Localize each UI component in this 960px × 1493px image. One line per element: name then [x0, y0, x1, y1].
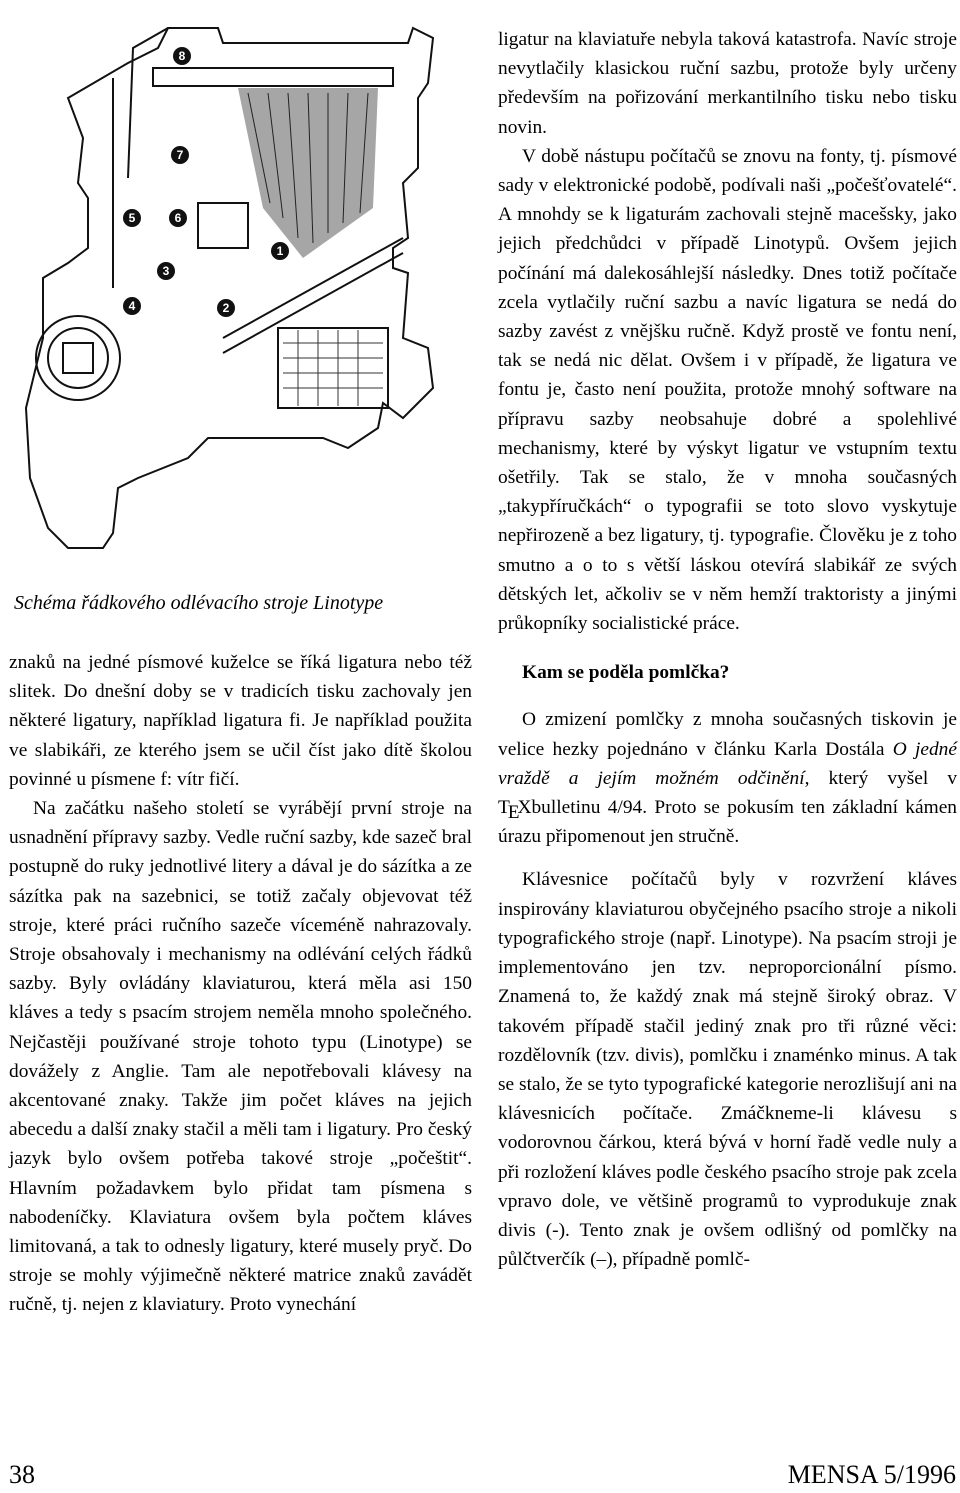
- callout-5: 5: [128, 211, 136, 225]
- section-heading: Kam se poděla pomlčka?: [522, 662, 730, 684]
- callout-7: 7: [176, 148, 184, 162]
- publication-issue: MENSA 5/1996: [787, 1460, 956, 1489]
- left-paragraph-1: znaků na jedné písmové kuželce se říká ligatura nebo též slitek. Do dnešní doby se v tradicích tisku zachovaly jen některé ligatury, například ligatura fi. Je například použita ve slabikáři, ze kterého jsem se učil číst jako dítě školou povinné u písmene f: vítr fičí.: [9, 652, 472, 790]
- right-paragraph-4: Klávesnice počítačů byly v rozvržení kláves inspirovány klaviaturou obyčejného psacího stroje a nikoli typografického stroje (např. Linotype). Na psacím stroji je implementováno jen tzv. neproporcionální písmo. Znamená to, že každý znak má stejně široký obraz. V takovém případě stačil jediný znak pro tři různé věci: rozdělovník (tzv. divis), pomlčku i znaménko minus. A tak se stalo, že se tyto typografické kategorie nerozlišují ani na klávesnicích počítače. Zmáčkneme-li klávesu s vodorovnou čárkou, která bývá v horní řadě vedle nuly a při rozložení kláves podle českého psacího stroje pak zcela vpravo dole, ve většině programů to vyprodukuje znak divis (-). Tento znak je ovšem odlišný od pomlčky na půlčtverčík (–), případně pomlč-: [498, 869, 957, 1271]
- tex-logo: [498, 797, 532, 824]
- tex-logo-x: X: [517, 797, 532, 819]
- right-paragraph-3: [498, 705, 957, 851]
- page-number: 38: [9, 1460, 35, 1489]
- p3-text-b: , který vyšel v: [804, 767, 958, 789]
- right-paragraph-2: V době nástupu počítačů se znovu na fonty, tj. písmové sady v elektronické podobě, podívali naši „počešťovatelé“. A mnohdy se k ligaturám zachovali stejně macešsky, jako jejich předchůdci v případě Linotypů. Ovšem jejich počínání má dalekosáhlejší následky. Dnes totiž počítače zcela vytlačily ruční sazbu a navíc ligatura se nedá do sazby zavést z vnějšku ručně. Když prostě ve fontu není, tak se nedá nic dělat. Ovšem i v případě, že ligatura ve fontu je, často není použita, protože mnohý software na přípravu sazby neobsahuje dobré a spolehlivé mechanismy, které by výskyt ligatur ve vstupním textu ošetřily. Tak se stalo, že v mnoha současných „takypříručkách“ o typografii se toto slovo vyskytuje nepřirozeně a bez ligatury, tj. typografie. Člověku je z toho smutno a o to s větší láskou otevírá slabikář ze svých dětských let, ačkoliv se v něm hemží traktoristy a jinými průkopníky socialistické práce.: [498, 145, 957, 635]
- p3-text-c: bulletinu 4/94. Proto se pokusím ten základní kámen úrazu připomenout jen stručně.: [498, 797, 957, 848]
- callout-2: 2: [222, 301, 230, 315]
- linotype-diagram: [8, 8, 478, 583]
- figure-caption: Schéma řádkového odlévacího stroje Linotype: [14, 592, 384, 614]
- cited-article-title: O jedné vraždě a jejím možném odčinění: [498, 738, 957, 789]
- callout-8: 8: [178, 49, 186, 63]
- callout-1: 1: [276, 244, 284, 258]
- p3-text-a: O zmizení pomlčky z mnoha současných tiskovin je velice hezky pojednáno v článku Karla Dostála: [498, 709, 957, 760]
- left-paragraph-2: Na začátku našeho století se vyrábějí první stroje na usnadnění přípravy sazby. Vedle ruční sazby, kde sazeč bral postupně do ruky jednotlivé litery a dával je do sázítka a ze sázítka pak na sazebnici, se totiž začaly objevovat též stroje, které práci ručního sazeče víceméně nahrazovaly. Stroje obsahovaly i mechanismy na odlévání celých řádků sazby. Byly ovládány klaviaturou, která měla asi 150 kláves a tedy s psacím strojem neměla mnoho společného. Nejčastěji používané stroje tohoto typu (Linotype) se dovážely z Anglie. Tam ale nepotřebovali klávesy na akcentované znaky. Takže jim počet kláves na jejich abecedu a další znaky stačil a měli tam i ligatury. Pro český jazyk bylo ovšem potřeba takové stroje „počeštit“. Hlavním požadavkem bylo přidat tam písmena s nabodeníčky. Klaviatura ovšem byla počtem kláves limitovaná, a tak to odnesly ligatury, které musely pryč. Do stroje se mohly výjimečně některé matrice znaků zavádět ručně, tj. nejen z klaviatury. Proto vynechání: [9, 798, 472, 1316]
- right-column: [498, 25, 957, 1274]
- callout-3: 3: [162, 264, 170, 278]
- tex-logo-t: T: [498, 797, 510, 819]
- callout-4: 4: [128, 299, 136, 313]
- right-paragraph-1: ligatur na klaviatuře nebyla taková katastrofa. Navíc stroje nevytlačily klasickou ruční sazbu, protože byly určeny především na pořizování merkantilního tisku nebo tisku novin.: [498, 29, 957, 138]
- tex-logo-e: E: [507, 802, 520, 824]
- callout-6: 6: [174, 211, 182, 225]
- left-column: [9, 648, 472, 1320]
